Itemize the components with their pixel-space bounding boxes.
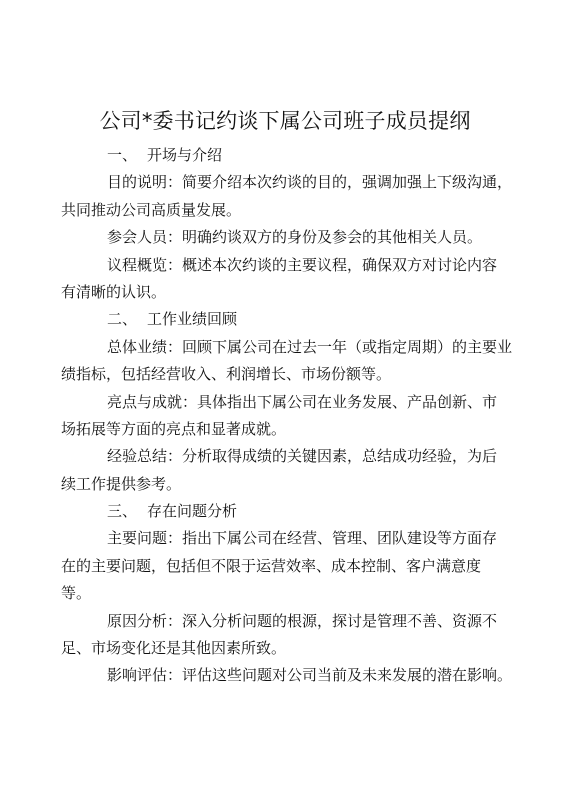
section-heading — [61, 498, 516, 525]
paragraph — [61, 608, 516, 663]
paragraph-line: 共同推动公司高质量发展。 — [61, 200, 242, 219]
paragraph — [61, 224, 516, 251]
paragraph — [61, 169, 516, 224]
section-heading — [61, 142, 516, 169]
paragraph — [61, 252, 516, 307]
paragraph — [61, 334, 516, 389]
paragraph-line: 目的说明：简要介绍本次约谈的目的，强调加强上下级沟通， — [107, 173, 513, 192]
section-title: 存在问题分析 — [147, 502, 238, 521]
paragraph-line: 有清晰的认识。 — [61, 282, 167, 301]
paragraph — [61, 525, 516, 607]
paragraph-line: 主要问题：指出下属公司在经营、管理、团队建设等方面存 — [107, 529, 498, 548]
paragraph — [61, 443, 516, 498]
paragraph-line: 等。 — [61, 584, 92, 603]
section-heading — [61, 306, 516, 333]
paragraph-line: 场拓展等方面的亮点和显著成就。 — [61, 419, 287, 438]
paragraph-line: 绩指标，包括经营收入、利润增长、市场份额等。 — [61, 365, 392, 384]
paragraph-line: 参会人员：明确约谈双方的身份及参会的其他相关人员。 — [107, 228, 483, 247]
paragraph-line: 足、市场变化还是其他因素所致。 — [61, 639, 287, 658]
paragraph-line: 经验总结：分析取得成绩的关键因素，总结成功经验，为后 — [107, 447, 498, 466]
paragraph-line: 原因分析：深入分析问题的根源，探讨是管理不善、资源不 — [107, 611, 498, 630]
paragraph — [61, 389, 516, 444]
paragraph-line: 议程概览：概述本次约谈的主要议程，确保双方对讨论内容 — [107, 255, 498, 274]
section-number: 三、 — [107, 502, 138, 521]
section-title: 开场与介绍 — [147, 146, 223, 164]
paragraph-line: 在的主要问题，包括但不限于运营效率、成本控制、客户满意度 — [61, 556, 482, 575]
paragraph-line: 续工作提供参考。 — [61, 474, 182, 493]
section-number: 一、 — [107, 146, 138, 164]
section-number: 二、 — [107, 310, 138, 329]
paragraph-line: 影响评估：评估这些问题对公司当前及未来发展的潜在影响。 — [107, 666, 513, 685]
document-body — [61, 142, 516, 690]
document-title: 公司*委书记约谈下属公司班子成员提纲 — [99, 109, 471, 133]
paragraph-line: 亮点与成就：具体指出下属公司在业务发展、产品创新、市 — [107, 392, 498, 411]
paragraph-line: 总体业绩：回顾下属公司在过去一年（或指定周期）的主要业 — [107, 337, 513, 356]
paragraph — [61, 662, 516, 689]
section-title: 工作业绩回顾 — [147, 310, 238, 329]
